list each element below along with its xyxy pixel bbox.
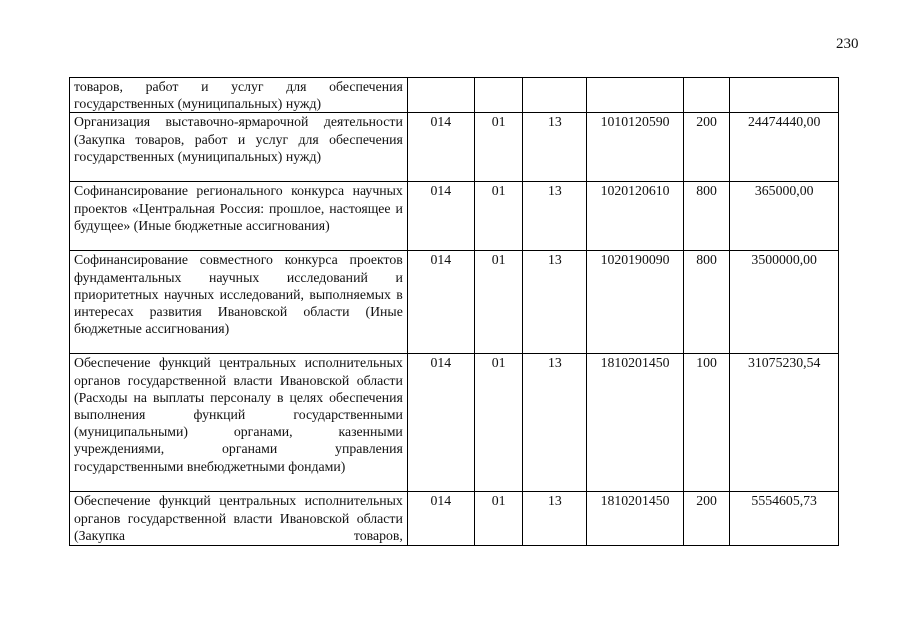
subsection-code <box>523 78 587 113</box>
subsection-code: 13 <box>523 113 587 182</box>
section-code <box>474 78 523 113</box>
section-code: 01 <box>474 354 523 492</box>
expense-type-code <box>683 78 730 113</box>
ministry-code: 014 <box>407 113 474 182</box>
amount: 31075230,54 <box>730 354 839 492</box>
table-row <box>70 251 839 354</box>
section-code: 01 <box>474 113 523 182</box>
table-row <box>70 492 839 546</box>
subsection-code: 13 <box>523 182 587 251</box>
target-article-code: 1010120590 <box>587 113 683 182</box>
budget-table <box>69 77 839 546</box>
expense-type-code: 800 <box>683 182 730 251</box>
expense-type-code: 800 <box>683 251 730 354</box>
ministry-code: 014 <box>407 182 474 251</box>
target-article-code <box>587 78 683 113</box>
ministry-code: 014 <box>407 492 474 546</box>
expense-type-code: 100 <box>683 354 730 492</box>
row-description: Софинансирование регионального конкурса научных проектов «Центральная Россия: прошлое, настоящее и будущее» (Иные бюджетные ассигнования) <box>70 182 408 251</box>
row-description: Обеспечение функций центральных исполнительных органов государственной власти Ивановской области (Расходы на выплаты персоналу в целях обеспечения выполнения функций государственными (муниципальными) органами, казенными учреждениями, органами управления государственными внебюджетными фондами) <box>70 354 408 492</box>
amount: 24474440,00 <box>730 113 839 182</box>
target-article-code: 1810201450 <box>587 492 683 546</box>
expense-type-code: 200 <box>683 492 730 546</box>
target-article-code: 1020190090 <box>587 251 683 354</box>
target-article-code: 1810201450 <box>587 354 683 492</box>
target-article-code: 1020120610 <box>587 182 683 251</box>
section-code: 01 <box>474 182 523 251</box>
ministry-code: 014 <box>407 354 474 492</box>
section-code: 01 <box>474 492 523 546</box>
subsection-code: 13 <box>523 251 587 354</box>
amount: 3500000,00 <box>730 251 839 354</box>
amount <box>730 78 839 113</box>
ministry-code <box>407 78 474 113</box>
ministry-code: 014 <box>407 251 474 354</box>
subsection-code: 13 <box>523 492 587 546</box>
row-description: товаров, работ и услуг для обеспечения государственных (муниципальных) нужд) <box>70 78 408 113</box>
subsection-code: 13 <box>523 354 587 492</box>
expense-type-code: 200 <box>683 113 730 182</box>
table-row <box>70 78 839 113</box>
table-row <box>70 354 839 492</box>
row-description: Обеспечение функций центральных исполнительных органов государственной власти Ивановской области (Закупка товаров, <box>70 492 408 546</box>
table-row <box>70 113 839 182</box>
page-number: 230 <box>836 36 859 52</box>
row-description: Софинансирование совместного конкурса проектов фундаментальных научных исследований и приоритетных научных исследований, выполняемых в интересах развития Ивановской области (Иные бюджетные ассигнования) <box>70 251 408 354</box>
amount: 5554605,73 <box>730 492 839 546</box>
amount: 365000,00 <box>730 182 839 251</box>
section-code: 01 <box>474 251 523 354</box>
row-description: Организация выставочно-ярмарочной деятельности (Закупка товаров, работ и услуг для обеспечения государственных (муниципальных) нужд) <box>70 113 408 182</box>
table-row <box>70 182 839 251</box>
